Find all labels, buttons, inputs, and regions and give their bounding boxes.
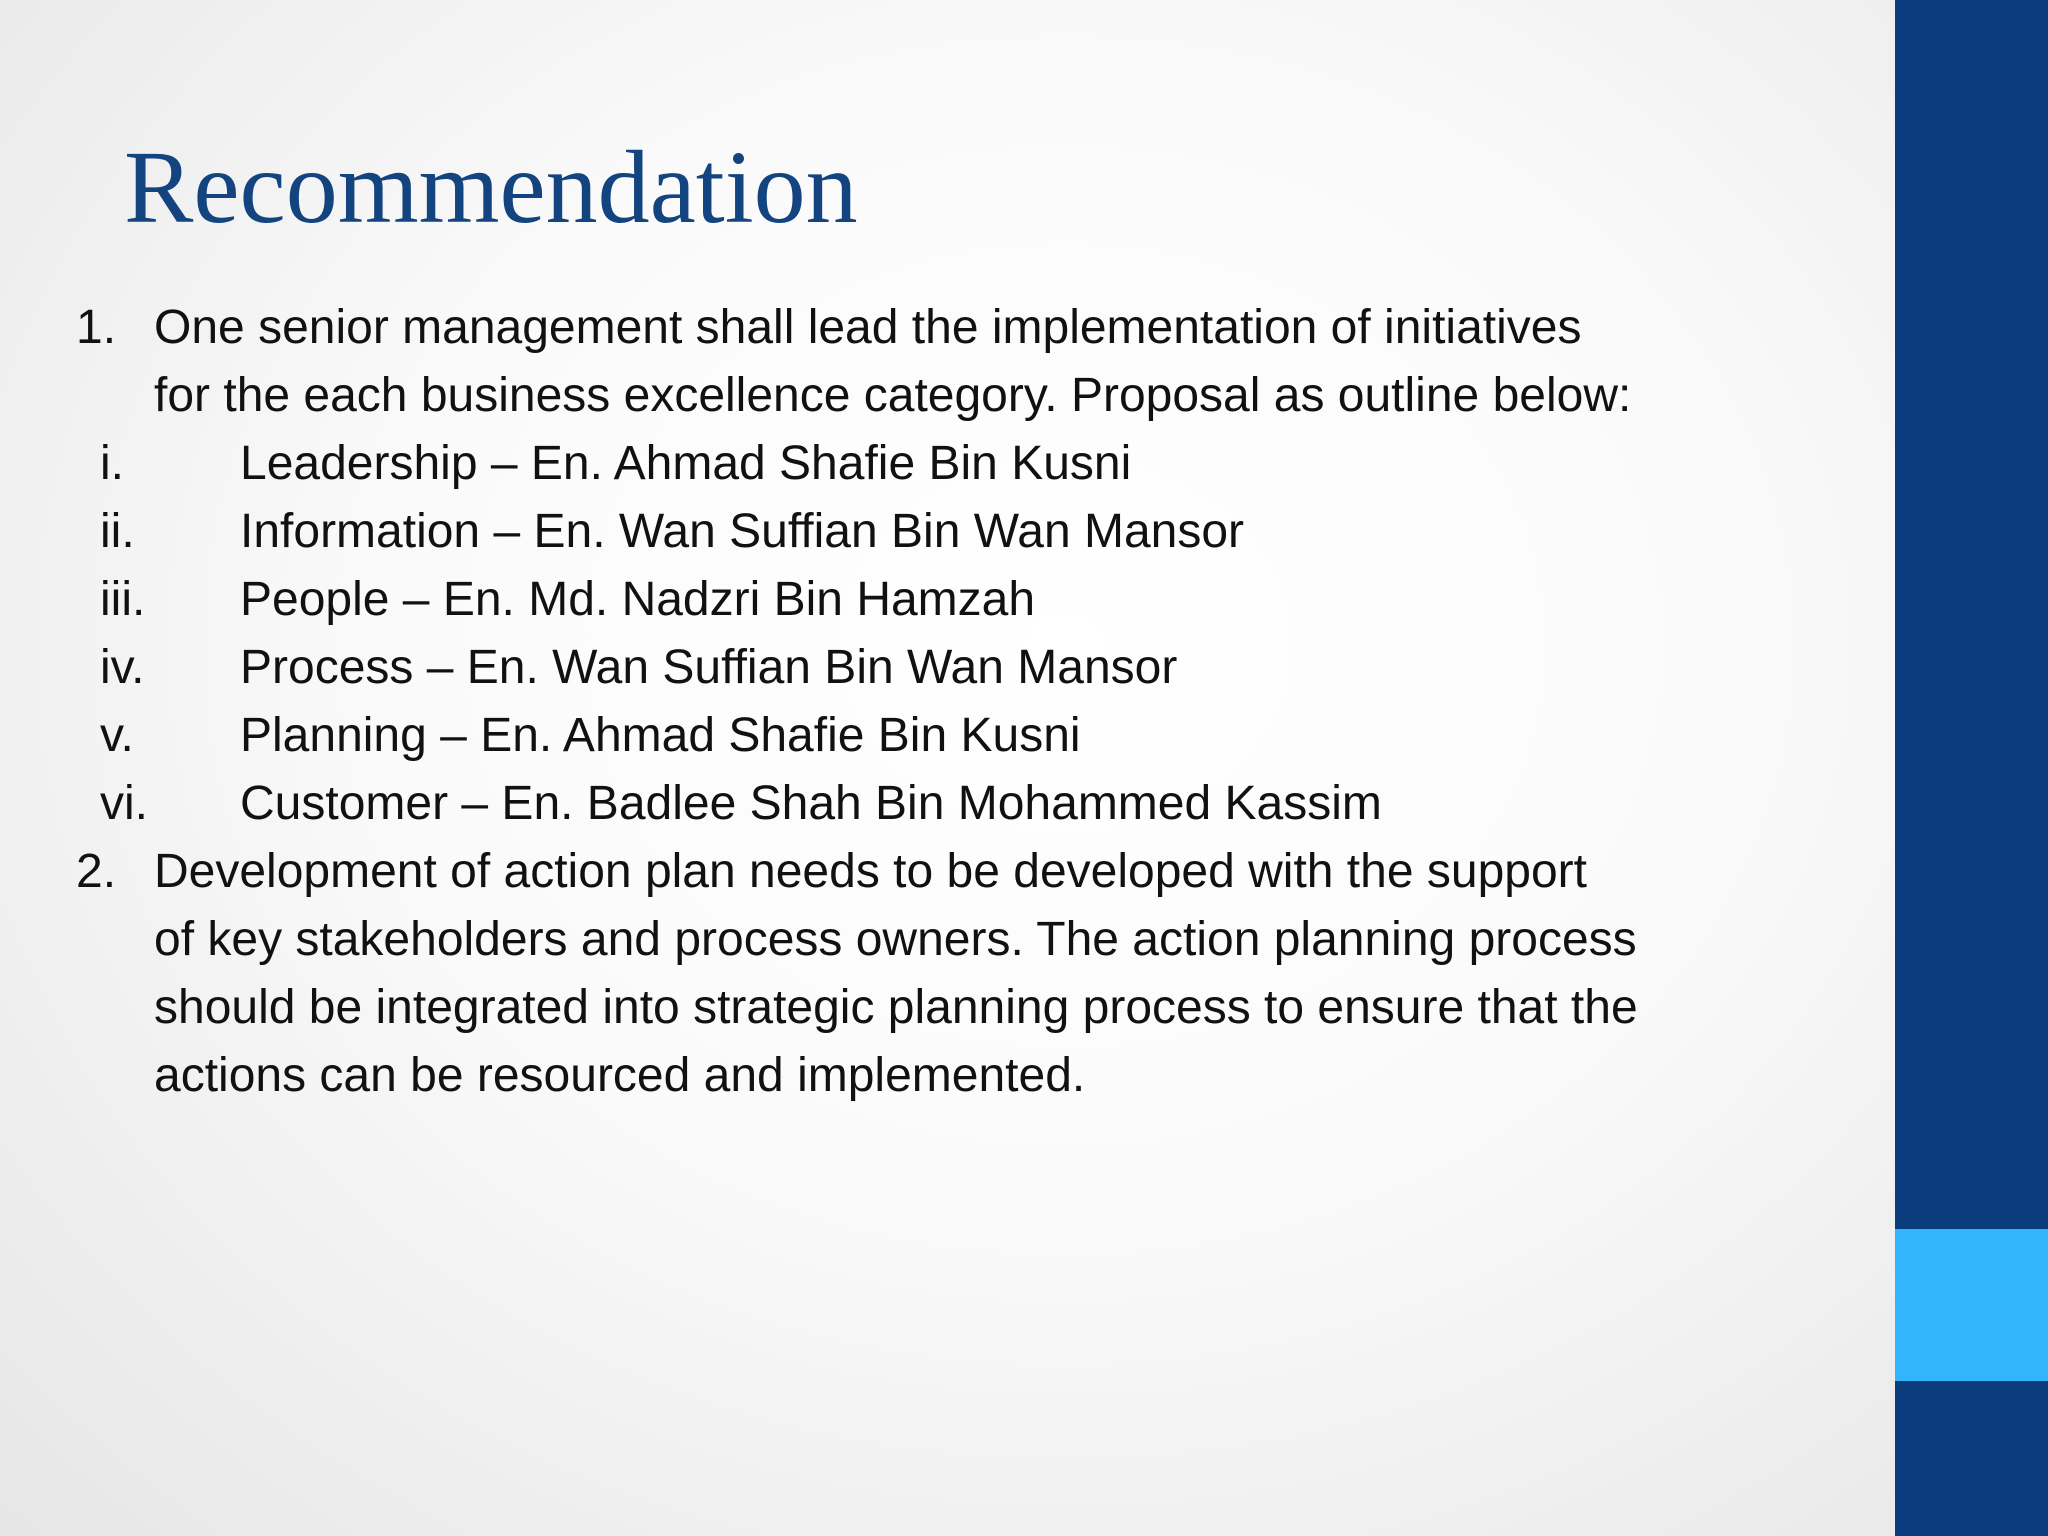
list-item-line: Development of action plan needs to be developed with the support bbox=[154, 845, 1587, 898]
list-item-line: should be integrated into strategic planning process to ensure that the bbox=[154, 981, 1638, 1034]
sub-list-item-text: Customer – En. Badlee Shah Bin Mohammed Kassim bbox=[240, 777, 1382, 830]
roman-numeral: iv. bbox=[100, 641, 145, 694]
list-item-line: actions can be resourced and implemented. bbox=[154, 1049, 1086, 1102]
roman-numeral: ii. bbox=[100, 505, 135, 558]
category-lead-list bbox=[100, 430, 1876, 838]
side-accent-decoration bbox=[1895, 1229, 2048, 1381]
roman-numeral: iii. bbox=[100, 573, 146, 626]
list-number: 2. bbox=[76, 845, 117, 898]
sub-list-item bbox=[100, 770, 1876, 838]
list-item-line: One senior management shall lead the implementation of initiatives bbox=[154, 301, 1582, 354]
list-item-line: for the each business excellence category. Proposal as outline below: bbox=[154, 369, 1632, 422]
sub-list-item bbox=[100, 702, 1876, 770]
roman-numeral: vi. bbox=[100, 777, 148, 830]
slide-title: Recommendation bbox=[124, 130, 858, 245]
sub-list-item-text: Planning – En. Ahmad Shafie Bin Kusni bbox=[240, 709, 1081, 762]
sub-list-item bbox=[100, 430, 1876, 498]
sub-list-item-text: People – En. Md. Nadzri Bin Hamzah bbox=[240, 573, 1036, 626]
list-number: 1. bbox=[76, 301, 117, 354]
roman-numeral: i. bbox=[100, 437, 124, 490]
sub-list-item-text: Process – En. Wan Suffian Bin Wan Mansor bbox=[240, 641, 1178, 694]
list-item-line: of key stakeholders and process owners. The action planning process bbox=[154, 913, 1637, 966]
list-item bbox=[76, 294, 1876, 430]
list-item bbox=[76, 838, 1876, 1110]
sub-list-item bbox=[100, 566, 1876, 634]
sub-list-item bbox=[100, 634, 1876, 702]
roman-numeral: v. bbox=[100, 709, 134, 762]
sub-list-item bbox=[100, 498, 1876, 566]
sub-list-item-text: Leadership – En. Ahmad Shafie Bin Kusni bbox=[240, 437, 1132, 490]
recommendation-list bbox=[76, 294, 1876, 1110]
sub-list-item-text: Information – En. Wan Suffian Bin Wan Mansor bbox=[240, 505, 1245, 558]
